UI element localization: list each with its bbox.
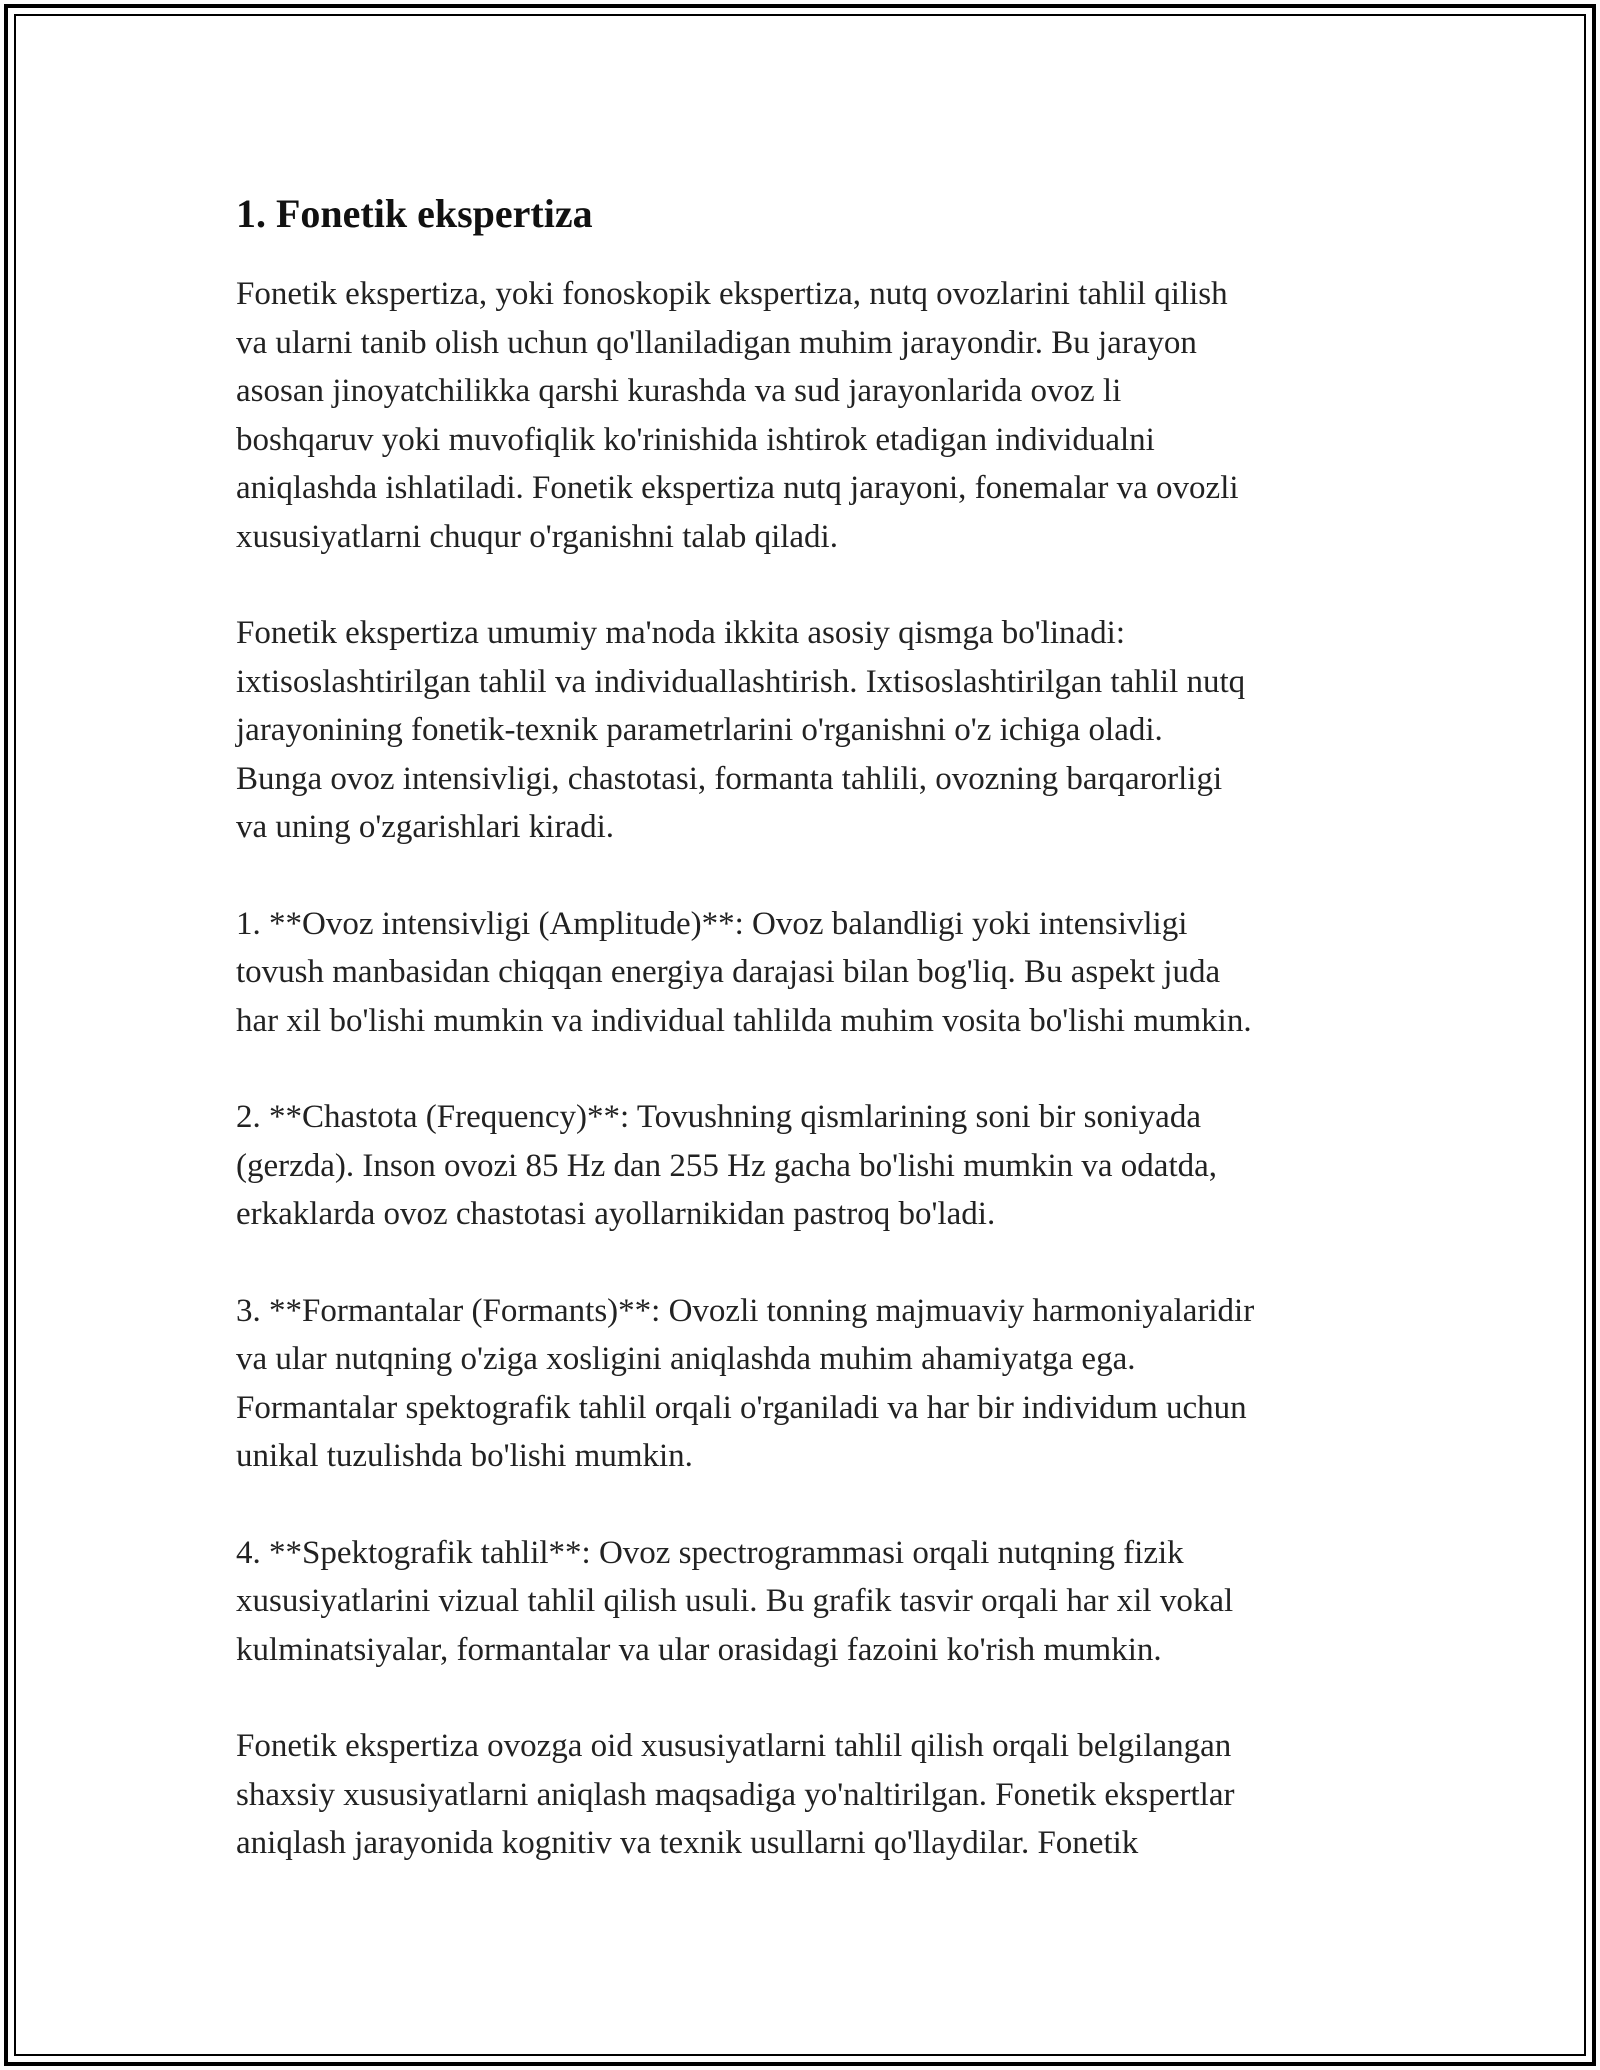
list-item-frequency: 2. **Chastota (Frequency)**: Tovushning qismlarining soni bir soniyada (gerzda). Inson ovozi 85 Hz dan 255 Hz gacha bo'lishi mumkin va odatda, erkaklarda ovoz chastotasi ayollarnikidan pastroq bo'ladi. — [236, 1099, 1218, 1232]
section-heading: 1. Fonetik ekspertiza — [236, 191, 593, 236]
list-item-amplitude: 1. **Ovoz intensivligi (Amplitude)**: Ovoz balandligi yoki intensivligi tovush manbasidan chiqqan energiya darajasi bilan bog'liq. Bu aspekt juda har xil bo'lishi mumkin va individual tahlilda muhim vosita bo'lishi mumkin. — [236, 905, 1252, 1039]
paragraph-intro: Fonetik ekspertiza, yoki fonoskopik ekspertiza, nutq ovozlarini tahlil qilish va ularni tanib olish uchun qo'llaniladigan muhim jarayondir. Bu jarayon asosan jinoyatchilikka qarshi kurashda va sud jarayonlarida ovoz li boshqaruv yoki muvofiqlik ko'rinishida ishtirok etadigan individualni aniqlashda ishlatiladi. Fonetik ekspertiza nutq jarayoni, fonemalar va ovozli xususiyatlarni chuqur o'rganishni talab qiladi. — [236, 276, 1239, 555]
list-item-spectrographic: 4. **Spektografik tahlil**: Ovoz spectrogrammasi orqali nutqning fizik xususiyatlarini vizual tahlil qilish usuli. Bu grafik tasvir orqali har xil vokal kulminatsiyalar, formantalar va ular orasidagi fazoini ko'rish mumkin. — [236, 1534, 1234, 1668]
paragraph-conclusion: Fonetik ekspertiza ovozga oid xususiyatlarni tahlil qilish orqali belgilangan shaxsiy xususiyatlarni aniqlash maqsadiga yo'naltirilgan. Fonetik ekspertlar aniqlash jarayonida kognitiv va texnik usullarni qo'llaydilar. Fonetik — [236, 1728, 1235, 1861]
list-item-formants: 3. **Formantalar (Formants)**: Ovozli tonning majmuaviy harmoniyalaridir va ular nutqning o'ziga xosligini aniqlashda muhim ahamiyatga ega. Formantalar spektografik tahlil orqali o'rganiladi va har bir individum uchun unikal tuzulishda bo'lishi mumkin. — [236, 1292, 1255, 1474]
paragraph-parts: Fonetik ekspertiza umumiy ma'noda ikkita asosiy qismga bo'linadi: ixtisoslashtirilgan tahlil va individuallashtirish. Ixtisoslashtirilgan tahlil nutq jarayonining fonetik-texnik parametrlarini o'rganishni o'z ichiga oladi. Bunga ovoz intensivligi, chastotasi, formanta tahlili, ovozning barqarorligi va uning o'zgarishlari kiradi. — [236, 615, 1246, 845]
document-body — [236, 186, 1376, 1916]
